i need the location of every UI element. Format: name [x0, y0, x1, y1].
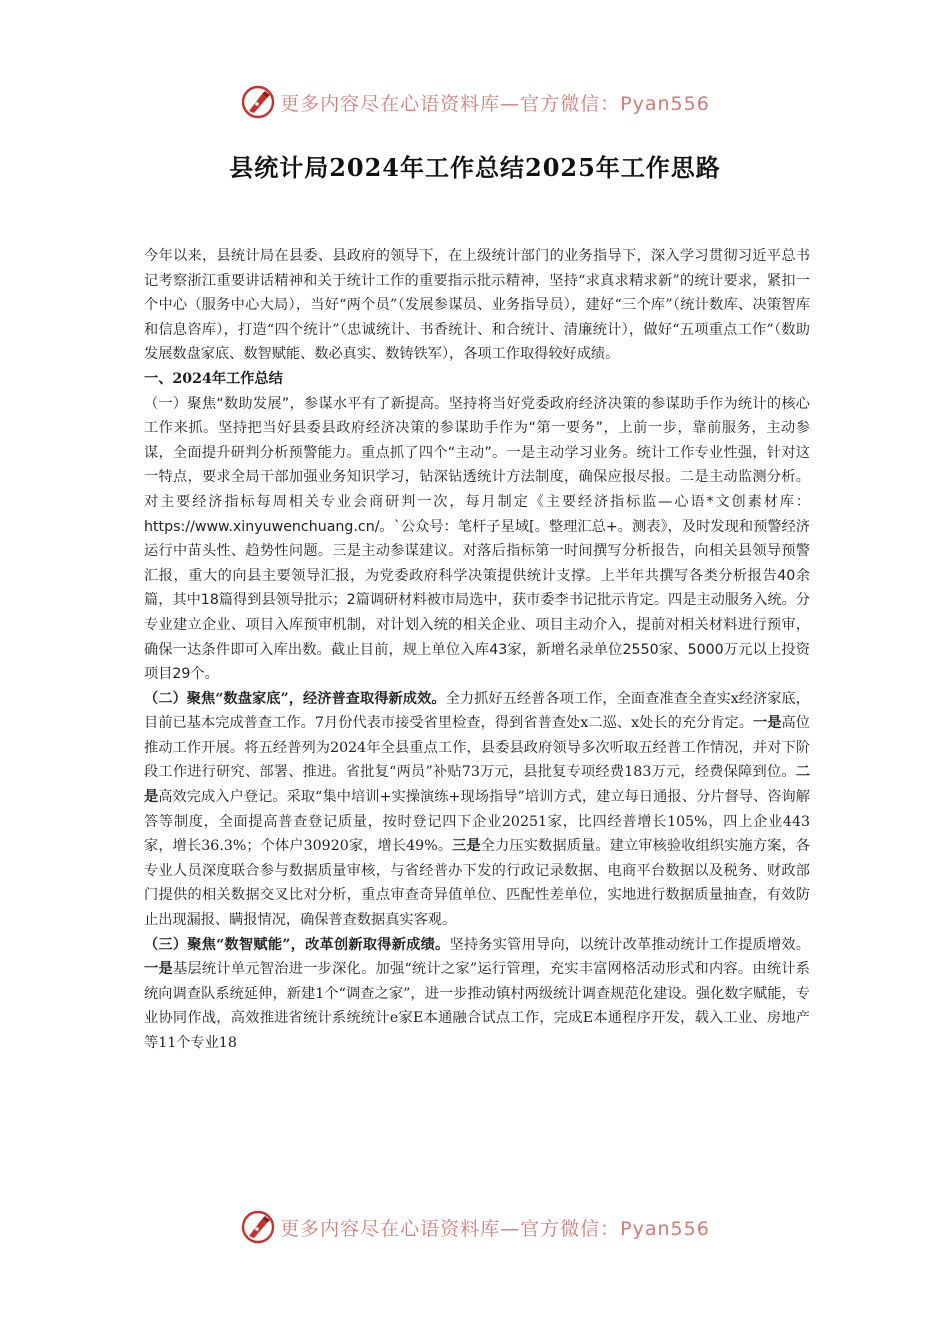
subsection-2-text: 全力压实数据质量。建立审核验收组织实施方案，各专业人员深度联合参与数据质量审核，与省经普办下发的行政记录数据、电商平台数据以及税务、财政部门提供的相关数据交叉比对分析，重点审查奇异值单位、匹配性差单位，实地进行数据质量抽查，有效防止出现漏报、瞒报情况，确保普查数据真实客观。	[144, 838, 810, 929]
keyword: 三是	[452, 838, 481, 855]
subsection-2-text: 全力抓好五经普各项工作，全面查准查全查实x经济家底，目前已基本完成普查工作。7月份代表市接受省里检查，得到省普查处x二巡、x处长的充分肯定。	[144, 690, 810, 732]
banner-text: 更多内容尽在心语资料库—官方微信：Pyan556	[280, 1217, 710, 1240]
section-heading: 一、2024年工作总结	[144, 370, 283, 387]
subsection-3-lead: （三）聚焦“数智赋能”，改革创新取得新成绩。	[144, 936, 450, 953]
subsection-3-text: 基层统计单元智治进一步深化。加强“统计之家”运行管理，充实丰富网格活动形式和内容。由统计系统向调查队系统延伸，新建1个“调查之家”，进一步推动镇村两级统计调查规范化建设。强化数字赋能，专业协同作战，高效推进省统计系统统计e家E本通融合试点工作，完成E本通程序开发，载入工业、房地产等11个专业18	[144, 961, 810, 1051]
intro-paragraph: 今年以来，县统计局在县委、县政府的领导下，在上级统计部门的业务指导下，深入学习贯彻习近平总书记考察浙江重要讲话精神和关于统计工作的重要指示批示精神，坚持“求真求精求新”的统计要求，紧扣一个中心（服务中心大局），当好“两个员”（发展参谋员、业务指导员），建好“三个库”（统计数库、决策智库和信息咨库），打造“四个统计”（忠诚统计、书香统计、和合统计、清廉统计），做好“五项重点工作”（数助发展数盘家底、数智赋能、数必真实、数铸铁军），各项工作取得较好成绩。	[144, 248, 810, 363]
pen-nib-circle-icon	[240, 84, 276, 120]
header-banner	[0, 82, 950, 122]
subsection-2-lead: （二）聚焦“数盘家底”，经济普查取得新成效。	[144, 690, 446, 707]
subsection-2-text: 高效完成入户登记。采取“集中培训+实操演练+现场指导”培训方式，建立每日通报、分片督导、咨询解答等制度，全面提高普查登记质量，按时登记四下企业20251家，比四经普增长105%，四上企业443家，增长36.3%；个体户30920家，增长49%。	[144, 789, 810, 855]
document-body	[144, 244, 810, 1056]
pen-nib-circle-icon	[240, 1209, 276, 1245]
keyword: 二是	[144, 764, 810, 806]
subsection-2-paragraph	[144, 687, 810, 933]
banner-text: 更多内容尽在心语资料库—官方微信：Pyan556	[280, 92, 710, 115]
subsection-3-text: 坚持务实管用导向，以统计改革推动统计工作提质增效。	[449, 936, 810, 953]
document-title: 县统计局2024年工作总结2025年工作思路	[229, 153, 721, 182]
keyword: 一是	[144, 961, 173, 978]
subsection-2-text: 高位推动工作开展。将五经普列为2024年全县重点工作，县委县政府领导多次听取五经普工作情况，并对下阶段工作进行研究、部署、推进。省批复“两员”补贴73万元，县批复专项经费183万元，经费保障到位。	[144, 715, 810, 781]
subsection-1-paragraph: （一）聚焦“数助发展”，参谋水平有了新提高。坚持将当好党委政府经济决策的参谋助手作为统计的核心工作来抓。坚持把当好县委县政府经济决策的参谋助手作为“第一要务”，上前一步，靠前服务，主动参谋，全面提升研判分析预警能力。重点抓了四个“主动”。一是主动学习业务。统计工作专业性强，针对这一特点，要求全局干部加强业务知识学习，钻深钻透统计方法制度，确保应报尽报。二是主动监测分析。对主要经济指标每周相关专业会商研判一次，每月制定《主要经济指标监—心语*文创素材库：https://www.xinyuwenchuang.cn/。`公众号：笔杆子星域[。整理汇总+。测表》，及时发现和预警经济运行中苗头性、趋势性问题。三是主动参谋建议。对落后指标第一时间撰写分析报告，向相关县领导预警汇报，重大的向县主要领导汇报，为党委政府科学决策提供统计支撑。上半年共撰写各类分析报告40余篇，其中18篇得到县领导批示；2篇调研材料被市局选中，获市委李书记批示肯定。四是主动服务入统。分专业建立企业、项目入库预审机制，对计划入统的相关企业、项目主动介入，提前对相关材料进行预审，确保一达条件即可入库出数。截止目前，规上单位入库43家，新增名录单位2550家、5000万元以上投资项目29个。	[144, 395, 810, 683]
footer-banner	[0, 1207, 950, 1247]
keyword: 一是	[753, 715, 782, 732]
subsection-3-paragraph	[144, 933, 810, 1056]
